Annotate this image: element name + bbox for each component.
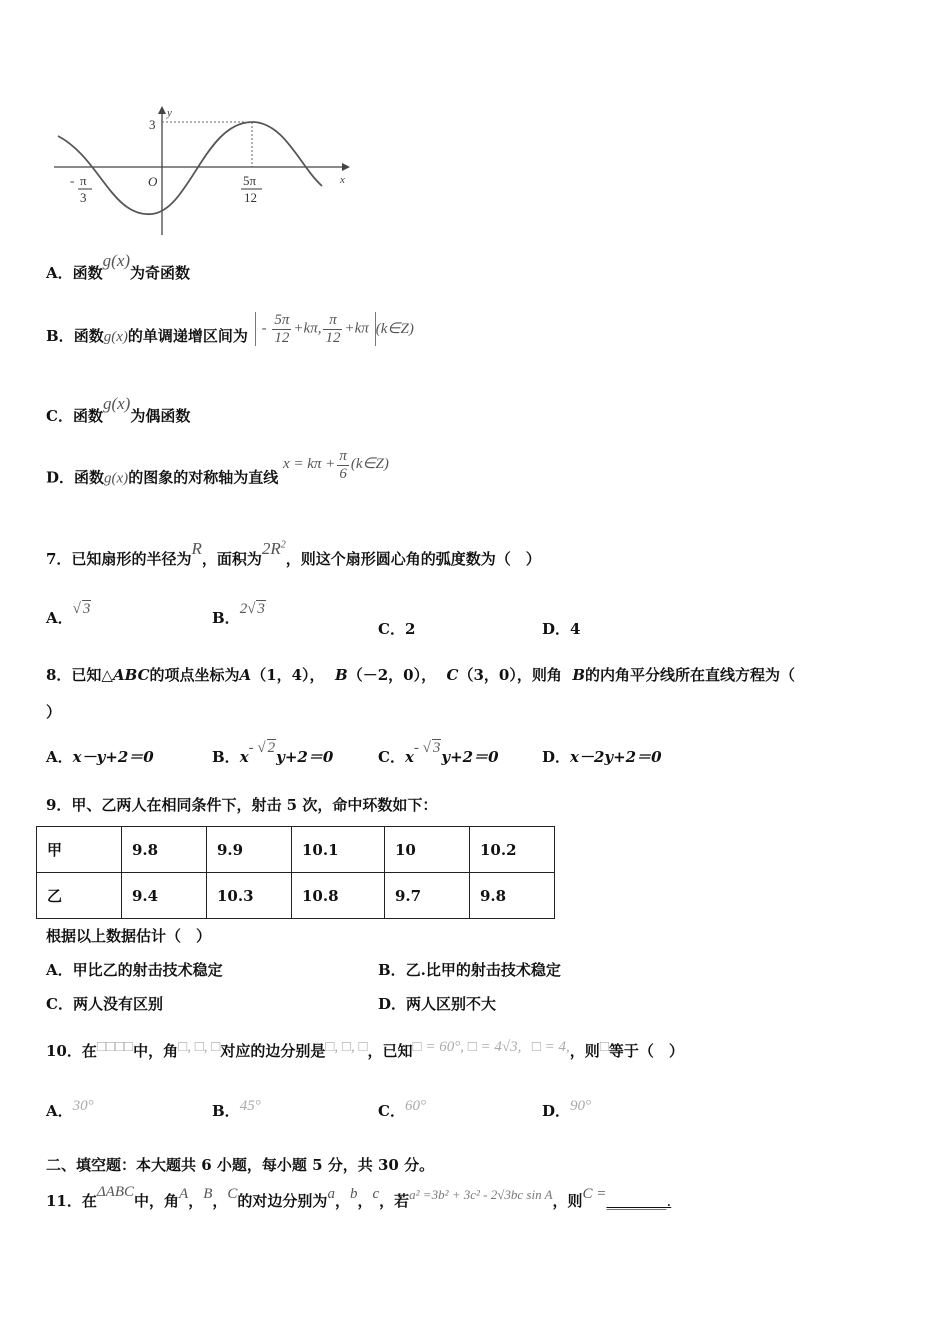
q8-option-d[interactable]: D．x－2y+2＝0 — [542, 748, 662, 766]
q9-option-c[interactable]: C．两人没有区别 — [46, 995, 163, 1013]
q9-option-a[interactable]: A．甲比乙的射击技术稳定 — [46, 961, 223, 979]
interval-expression: - $\frac{5\pi}{12}$ +kπ, $\frac{\pi}{12}$ +kπ — [255, 312, 376, 346]
table-cell: 10.2 — [470, 827, 555, 873]
table-cell: 9.4 — [122, 873, 207, 919]
shooting-table — [36, 826, 555, 919]
q7-option-c[interactable]: C．2 — [378, 620, 416, 638]
q9-after-table: 根据以上数据估计（ ） — [46, 927, 212, 945]
q7-stem: 7．已知扇形的半径为R，面积为$2R^2$，则这个扇形圆心角的弧度数为（ ） — [46, 539, 541, 568]
answer-blank[interactable]: ________. — [606, 1192, 672, 1210]
q6-option-a[interactable]: A．函数g(x)为奇函数 — [46, 251, 191, 282]
table-cell: 10.3 — [207, 873, 292, 919]
x-axis-arrow-icon — [342, 163, 350, 171]
right-tick-num: 5π — [243, 173, 257, 188]
table-cell: 9.8 — [470, 873, 555, 919]
left-tick-den: 3 — [80, 190, 87, 205]
table-cell: 9.9 — [207, 827, 292, 873]
table-cell: 乙 — [37, 873, 122, 919]
q6-option-b[interactable]: B．函数g(x)的单调递增区间为 - $\frac{5\pi}{12}$ +kπ, $\frac{\pi}{12}$ +kπ (k∈Z) — [46, 312, 414, 346]
q6-option-d[interactable]: D．函数g(x)的图象的对称轴为直线 x = kπ + $\frac{\pi}{6}$ (k∈Z) — [46, 448, 389, 487]
table-cell: 甲 — [37, 827, 122, 873]
q7-option-b[interactable]: B．2√ 3 — [212, 601, 265, 627]
q10-option-a[interactable]: A．30° — [46, 1098, 94, 1120]
q10-option-b[interactable]: B．45° — [212, 1098, 261, 1120]
y-axis-label: y — [167, 107, 172, 119]
q9-stem: 9．甲、乙两人在相同条件下，射击 5 次，命中环数如下： — [46, 796, 438, 814]
table-cell: 9.8 — [122, 827, 207, 873]
q10-option-d[interactable]: D．90° — [542, 1098, 592, 1120]
q6-option-c[interactable]: C．函数g(x)为偶函数 — [46, 394, 191, 425]
q7-option-a[interactable]: A．√ 3 — [46, 601, 91, 627]
y-axis-arrow-icon — [158, 106, 166, 114]
origin-label: O — [148, 174, 158, 189]
q8-option-b[interactable]: B．x- √ 2y+2＝0 — [212, 740, 334, 766]
q11-stem: 11．在ΔABC中，角A，B，C的对边分别为a，b，c，若a² =3b² + 3c² - 2√3bc sin A，则C =________. — [46, 1184, 672, 1210]
table-row — [37, 827, 555, 873]
q7-option-d[interactable]: D．4 — [542, 620, 581, 638]
q8-stem-line2: ） — [46, 703, 62, 721]
q8-stem: 8．已知△ABC的项点坐标为A（1，4）， B（－2，0）， C（3，0），则角 B的内角平分线所在直线方程为（ — [46, 666, 796, 684]
section-2-heading: 二、填空题：本大题共 6 小题，每小题 5 分，共 30 分。 — [46, 1156, 435, 1174]
q10-stem: 10．在□□□□中，角□, □, □对应的边分别是□, □, □，已知□ = 60°, □ = 4√3, □ = 4,，则□等于（ ） — [46, 1039, 684, 1060]
q9-option-d[interactable]: D．两人区别不大 — [378, 995, 497, 1013]
table-row — [37, 873, 555, 919]
table-cell: 9.7 — [385, 873, 470, 919]
axis-equation: x = kπ + $\frac{\pi}{6}$ (k∈Z) — [282, 448, 389, 482]
table-cell: 10.8 — [292, 873, 385, 919]
q8-option-a[interactable]: A．x－y+2＝0 — [46, 748, 154, 766]
q9-option-b[interactable]: B．乙.比甲的射击技术稳定 — [378, 961, 561, 979]
right-tick-den: 12 — [244, 190, 257, 205]
x-axis-label: x — [340, 174, 345, 186]
left-tick-sign: - — [70, 173, 75, 188]
sine-curve — [58, 122, 322, 214]
y-max-label: 3 — [149, 117, 156, 132]
table-cell: 10 — [385, 827, 470, 873]
q10-option-c[interactable]: C．60° — [378, 1098, 426, 1120]
sine-graph — [40, 100, 360, 240]
table-cell: 10.1 — [292, 827, 385, 873]
q8-option-c[interactable]: C．x- √ 3y+2＝0 — [378, 740, 499, 766]
left-tick-num: π — [80, 173, 87, 188]
